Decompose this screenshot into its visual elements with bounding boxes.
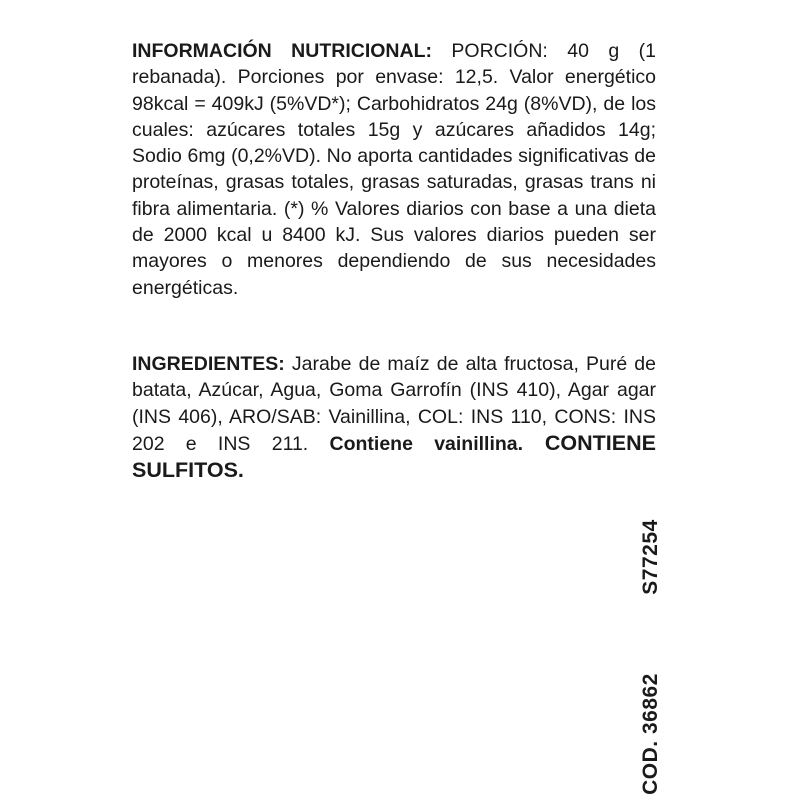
nutrition-text: PORCIÓN: 40 g (1 rebanada). Porciones por envase: 12,5. Valor energético 98kcal = 409kJ (5%VD*); Carbohidratos 24g (8%VD), de los cuales: azúcares totales 15g y azúcares añadidos 14g; Sodio 6mg (0,2%VD). No aporta cantidades significativas de proteínas, grasas totales, grasas saturadas, grasas trans ni fibra alimentaria. (*) % Valores diarios con base a una dieta de 2000 kcal u 8400 kJ. Sus valores diarios pueden ser mayores o menores dependiendo de sus necesidades energéticas. [132, 40, 657, 299]
ingredients-text: Jarabe de maíz de alta fructosa, Puré de batata, Azúcar, Agua, Goma Garrofín (INS 410), Agar agar (INS 406), ARO/SAB: Vainillina, COL: INS 110, CONS: INS 202 e INS 211. [132, 353, 656, 455]
nutrition-info-paragraph [132, 38, 656, 301]
ingredients-heading: INGREDIENTES: [132, 353, 285, 375]
sulfites-warning: CONTIENE SULFITOS. [132, 430, 656, 483]
nutrition-heading: INFORMACIÓN NUTRICIONAL: [132, 40, 432, 62]
vanillin-warning: Contiene vainillina. [329, 432, 524, 455]
product-code: COD. 36862 [639, 673, 662, 795]
lot-code: S77254 [639, 519, 662, 595]
ingredients-paragraph [132, 351, 656, 484]
